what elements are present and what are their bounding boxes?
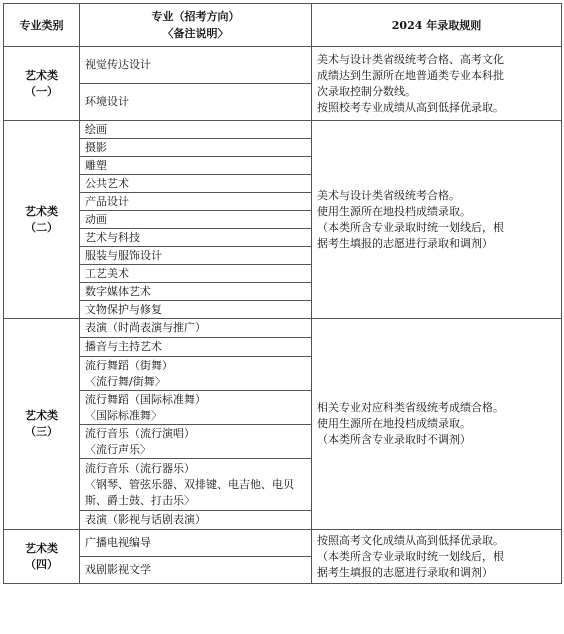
major-cell <box>80 425 312 459</box>
category-label: 艺术类 <box>25 68 58 82</box>
major-cell <box>80 265 312 283</box>
major-name: 摄影 <box>85 140 107 154</box>
major-name: 绘画 <box>85 122 107 136</box>
category-label: （三） <box>25 425 58 438</box>
header-major-line2: 〈备注说明〉 <box>162 27 229 40</box>
major-cell <box>80 84 312 121</box>
major-cell <box>80 121 312 139</box>
major-name: 工艺美术 <box>85 266 129 280</box>
major-note: 〈流行舞/街舞〉 <box>85 374 166 388</box>
major-cell <box>80 459 312 511</box>
major-name: 视觉传达设计 <box>85 58 151 71</box>
major-cell <box>80 319 312 338</box>
rule-text: 据考生填报的志愿进行录取和调剂） <box>317 236 493 250</box>
rule-text: 美术与设计类省级统考合格。 <box>317 188 460 202</box>
category-cell <box>4 47 80 121</box>
header-category: 专业类别 <box>4 4 80 47</box>
major-name: 广播电视编导 <box>85 536 151 549</box>
admission-rules-table <box>3 3 562 584</box>
category-label: （二） <box>25 220 58 234</box>
major-cell <box>80 530 312 557</box>
major-name: 表演（时尚表演与推广） <box>85 321 206 334</box>
major-cell <box>80 139 312 157</box>
category-cell <box>4 530 80 584</box>
header-rule: 2024 年录取规则 <box>312 4 562 47</box>
header-row <box>4 4 562 47</box>
major-cell <box>80 301 312 319</box>
major-name: 表演（影视与话剧表演） <box>85 513 206 526</box>
major-name: 产品设计 <box>85 194 129 208</box>
major-cell <box>80 283 312 301</box>
major-name: 雕塑 <box>85 158 107 172</box>
major-cell <box>80 211 312 229</box>
rule-cell <box>312 319 562 530</box>
rule-text: 使用生源所在地投档成绩录取。 <box>317 417 471 430</box>
rule-text: 按照校考专业成绩从高到低择优录取。 <box>317 100 504 114</box>
rule-cell <box>312 47 562 121</box>
rule-text: 相关专业对应科类省级统考成绩合格。 <box>317 401 504 414</box>
rule-text: 成绩达到生源所在地普通类专业本科批 <box>317 68 504 82</box>
rule-text: 使用生源所在地投档成绩录取。 <box>317 204 471 218</box>
major-name: 环境设计 <box>85 95 129 108</box>
major-name: 戏剧影视文学 <box>85 563 151 576</box>
rule-text: 美术与设计类省级统考合格、高考文化 <box>317 52 504 66</box>
major-note: 斯、爵士鼓、打击乐〉 <box>85 493 195 507</box>
rule-text: 据考生填报的志愿进行录取和调剂） <box>317 565 493 579</box>
major-name: 流行舞蹈（街舞） <box>85 358 173 372</box>
major-cell <box>80 511 312 530</box>
table-row <box>4 319 562 338</box>
major-name: 艺术与科技 <box>85 230 140 244</box>
major-name: 服装与服饰设计 <box>85 248 162 262</box>
category-label: 艺术类 <box>25 409 58 422</box>
category-label: （四） <box>25 557 58 571</box>
major-cell <box>80 391 312 425</box>
table-row <box>4 121 562 139</box>
category-cell <box>4 121 80 319</box>
major-name: 动画 <box>85 212 107 226</box>
major-name: 流行音乐（流行演唱） <box>85 426 195 440</box>
rule-text: 次录取控制分数线。 <box>317 84 416 98</box>
major-note: 〈流行声乐〉 <box>85 442 151 456</box>
major-cell <box>80 47 312 84</box>
header-major <box>80 4 312 47</box>
rule-text: （本类所含专业录取时统一划线后，根 <box>317 549 504 563</box>
rule-cell <box>312 121 562 319</box>
major-cell <box>80 557 312 584</box>
rule-text: 按照高考文化成绩从高到低择优录取。 <box>317 533 504 547</box>
major-note: 〈国际标准舞〉 <box>85 408 162 422</box>
rule-text: （本类所含专业录取时统一划线后，根 <box>317 220 504 234</box>
category-label: （一） <box>25 84 58 98</box>
major-cell <box>80 247 312 265</box>
table-row <box>4 47 562 84</box>
major-cell <box>80 229 312 247</box>
major-name: 公共艺术 <box>85 176 129 190</box>
table-body <box>4 47 562 584</box>
major-cell <box>80 193 312 211</box>
major-name: 数字媒体艺术 <box>85 284 151 298</box>
major-cell <box>80 357 312 391</box>
major-cell <box>80 157 312 175</box>
category-label: 艺术类 <box>25 204 58 218</box>
major-name: 播音与主持艺术 <box>85 340 162 353</box>
table-header <box>4 4 562 47</box>
major-cell <box>80 175 312 193</box>
category-label: 艺术类 <box>25 541 58 555</box>
rule-text: （本类所含专业录取时不调剂） <box>317 433 471 446</box>
major-name: 流行音乐（流行器乐） <box>85 461 195 475</box>
major-note: 〈钢琴、管弦乐器、双排键、电吉他、电贝 <box>85 477 294 491</box>
table-row <box>4 530 562 557</box>
rule-cell <box>312 530 562 584</box>
major-cell <box>80 338 312 357</box>
major-name: 流行舞蹈（国际标准舞） <box>85 392 206 406</box>
header-major-line1: 专业（招考方向） <box>151 10 240 23</box>
category-cell <box>4 319 80 530</box>
major-name: 文物保护与修复 <box>85 302 162 316</box>
